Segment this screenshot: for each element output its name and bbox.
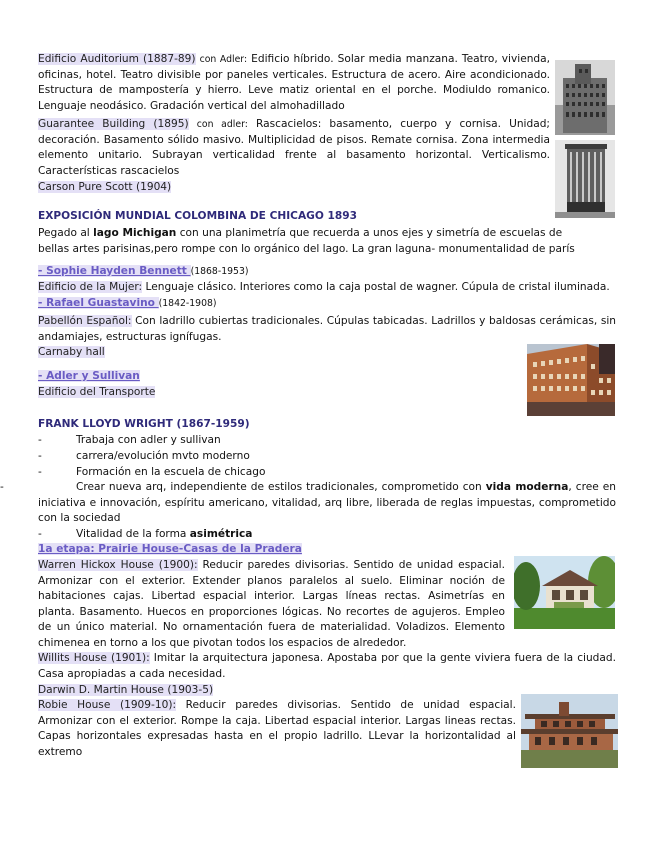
wright-item-5-bold: asimétrica <box>189 528 253 540</box>
hickox-paragraph <box>38 558 505 652</box>
list-dash: - <box>0 481 4 493</box>
robie-paragraph <box>38 698 516 760</box>
list-dash: - <box>38 434 42 446</box>
hickox-title: Warren Hickox House (1900): <box>38 559 198 571</box>
auditorium-author: con Adler: <box>199 54 248 65</box>
willits-text: Imitar la arquitectura japonesa. Apostaba por que la gente viviera fuera de la ciudad. Casa apropiadas a cada necesidad. <box>38 652 616 680</box>
pabellon-title: Pabellón Español: <box>38 315 132 327</box>
guarantee-author: con adler: <box>196 119 248 130</box>
guarantee-paragraph <box>38 117 550 179</box>
expo-text-before: Pegado al <box>38 227 94 239</box>
hickox-text: Reducir paredes divisorias. Sentido de unidad espacial. Armonizar con el exterior. Extender planos paralelos al suelo. Eliminar noción de habitaciones cajas. Libertad espacial interior. Largas líneas rectas. Asimetrías en planta. Basamento. Huecos en proporciones lógicas. No recortes de agujeros. Empleo de un único material. No ornamentación fuera de materialidad. Voladizos. Elemento chimenea en torno a los que pivotan todos los espacios de alrededor. <box>38 559 505 649</box>
transporte-line <box>38 385 438 401</box>
wright-item-4-after: , cree en iniciativa e innovación, espíritu americano, vitalidad, arq libre, liberada de reglas impuestas, comprometido con la sociedad <box>38 481 616 525</box>
bennett-dates: (1868-1953) <box>190 266 249 277</box>
carnaby-line <box>38 345 438 361</box>
etapa-link[interactable]: 1a etapa: Prairie House-Casas de la Pradera <box>38 543 302 555</box>
bennett-link[interactable]: - Sophie Hayden Bennett <box>38 265 191 277</box>
auditorium-title: Edificio Auditorium (1887-89) <box>38 53 196 65</box>
wright-item-4-before: Crear nueva arq, independiente de estilos tradicionales, comprometido con <box>76 481 486 493</box>
transporte-title: Edificio del Transporte <box>38 386 156 398</box>
wright-item-2-text: carrera/evolución mvto moderno <box>76 450 250 462</box>
list-dash: - <box>38 450 42 462</box>
robie-title: Robie House (1909-10): <box>38 699 177 711</box>
robie-text: Reducir paredes divisorias. Sentido de unidad espacial. Armonizar con el exterior. Rompe la caja. Libertad espacial interior. Largas lineas rectas. Capas horizontales expresadas hasta en el propio ladrillo. LLevar la horizontalidad al extremo <box>38 699 516 758</box>
wright-heading: FRANK LLOYD WRIGHT (1867-1959) <box>38 418 250 430</box>
willits-title: Willits House (1901): <box>38 652 150 664</box>
pabellon-text: Con ladrillo cubiertas tradicionales. Cúpulas tabicadas. Ladrillos y baldosas cerámicas, sin andamiajes, estructuras ignífugas. <box>38 315 617 343</box>
expo-text-after: con una planimetría que recuerda a unos ejes y simetría de escuelas de bellas artes parisinas,pero rompe con lo orgánico del lago. La gran laguna- monumentalidad de parís <box>38 227 575 255</box>
auditorium-photo <box>555 60 615 135</box>
pabellon-paragraph <box>38 314 616 345</box>
guastavino-dates: (1842-1908) <box>158 298 217 309</box>
willits-paragraph <box>38 651 616 682</box>
auditorium-paragraph <box>38 52 550 114</box>
guarantee-photo <box>555 140 615 218</box>
adler-sullivan-line <box>38 369 438 385</box>
expo-heading: EXPOSICIÓN MUNDIAL COLOMBINA DE CHICAGO 1893 <box>38 210 358 222</box>
wright-item-4-bold: vida moderna <box>485 481 569 493</box>
list-dash: - <box>38 528 42 540</box>
hickox-photo <box>514 556 615 629</box>
martin-line <box>38 683 438 699</box>
guastavino-link[interactable]: - Rafael Guastavino <box>38 297 159 309</box>
expo-paragraph <box>38 226 578 257</box>
bennett-line <box>38 264 598 280</box>
robie-photo <box>521 694 618 768</box>
adler-sullivan-link[interactable]: - Adler y Sullivan <box>38 370 140 382</box>
guarantee-title: Guarantee Building (1895) <box>38 118 189 130</box>
list-dash: - <box>38 466 42 478</box>
wright-item-1-text: Trabaja con adler y sullivan <box>76 434 221 446</box>
carnaby-photo <box>527 344 615 416</box>
wright-item-5-text <box>76 527 616 543</box>
etapa-line <box>38 542 438 558</box>
carson-line <box>38 180 550 196</box>
martin-title: Darwin D. Martin House (1903-5) <box>38 684 214 696</box>
mujer-line <box>38 280 618 296</box>
mujer-title: Edificio de la Mujer: <box>38 281 143 293</box>
carnaby-title: Carnaby hall <box>38 346 105 358</box>
expo-bold: lago Michigan <box>93 227 177 239</box>
carson-title: Carson Pure Scott (1904) <box>38 181 172 193</box>
mujer-text: Lenguaje clásico. Interiores como la caja postal de wagner. Cúpula de cristal iluminada. <box>142 281 610 293</box>
wright-item-3-text: Formación en la escuela de chicago <box>76 466 266 478</box>
wright-item-4 <box>0 480 616 527</box>
guastavino-line <box>38 296 598 312</box>
guarantee-text: Rascacielos: basamento, cuerpo y cornisa. Unidad; decoración. Basamento sólido masivo. Multiplicidad de pisos. Remate cornisa. Zona intermedia elemento unitario. Subrayan verticalidad frente al basamento horizontal. Verticalismo. Características rascacielos <box>38 118 551 177</box>
auditorium-text: Edificio híbrido. Solar media manzana. Teatro, vivienda, oficinas, hotel. Teatro divisible por paneles verticales. Estructura de acero. Aire acondicionado. Estructura de mampostería y hierro. Leve matiz oriental en el porche. Modiuldo romanico. Lenguaje neodásico. Gradación vertical del almohadillado <box>38 53 551 112</box>
wright-item-5-before: Vitalidad de la forma <box>76 528 190 540</box>
